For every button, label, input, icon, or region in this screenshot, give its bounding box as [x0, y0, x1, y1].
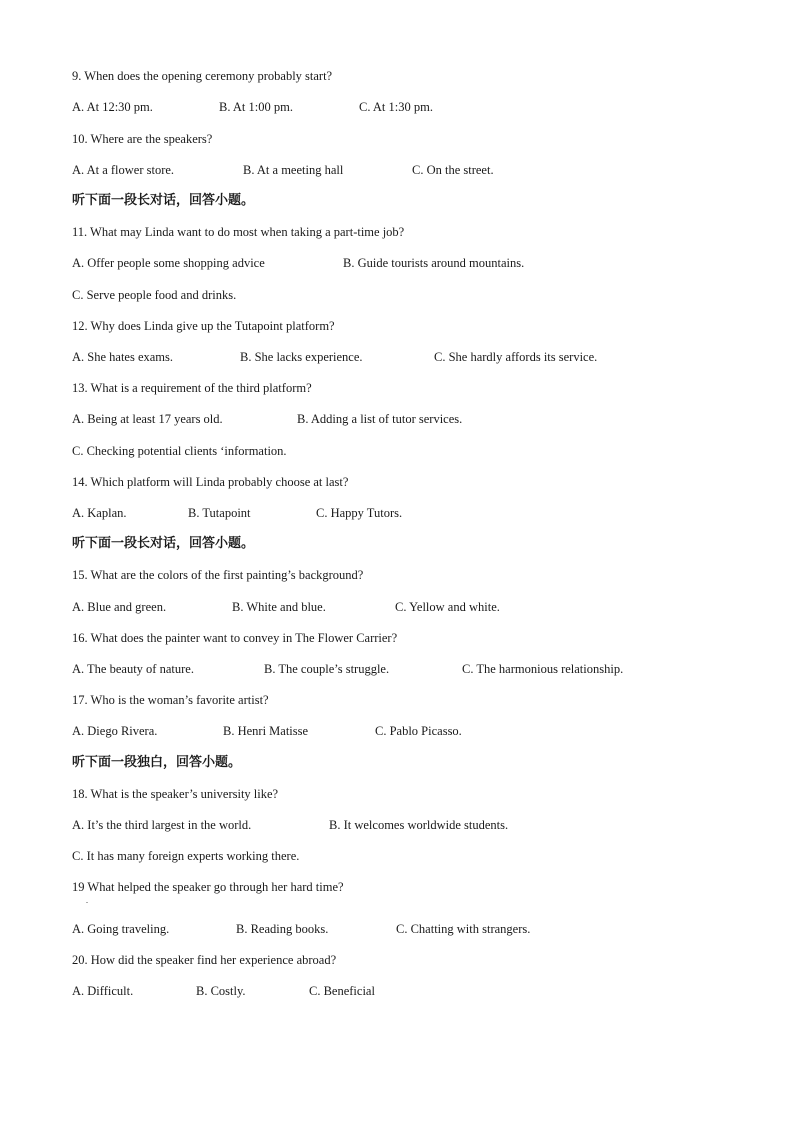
- question-17: 17. Who is the woman’s favorite artist?: [72, 693, 269, 707]
- option-a: A. Difficult.: [72, 984, 134, 998]
- option-b: B. It welcomes worldwide students.: [329, 818, 509, 832]
- option-b: B. At a meeting hall: [243, 163, 344, 177]
- option-a: A. At 12:30 pm.: [72, 100, 153, 114]
- question-20: 20. How did the speaker find her experience abroad?: [72, 953, 337, 967]
- option-a: A. Kaplan.: [72, 506, 127, 520]
- option-b: B. Reading books.: [236, 922, 329, 936]
- stray-dot: .: [86, 896, 88, 905]
- question-19: 19 What helped the speaker go through her hard time?: [72, 880, 344, 894]
- option-c: C. Beneficial: [309, 984, 375, 998]
- question-13-option-c: C. Checking potential clients ‘information.: [72, 444, 287, 458]
- option-b: B. Guide tourists around mountains.: [343, 256, 525, 270]
- option-a: A. She hates exams.: [72, 350, 174, 364]
- option-b: B. Henri Matisse: [223, 724, 309, 738]
- option-a: A. Going traveling.: [72, 922, 170, 936]
- question-9: 9. When does the opening ceremony probably start?: [72, 69, 333, 83]
- option-b: B. Tutapoint: [188, 506, 251, 520]
- section-heading: 听下面一段长对话，回答小题。: [72, 536, 255, 551]
- option-c: C. At 1:30 pm.: [359, 100, 433, 114]
- option-a: A. Offer people some shopping advice: [72, 256, 265, 270]
- option-b: B. At 1:00 pm.: [219, 100, 293, 114]
- question-13: 13. What is a requirement of the third platform?: [72, 381, 312, 395]
- question-12: 12. Why does Linda give up the Tutapoint platform?: [72, 319, 335, 333]
- question-11-option-c: C. Serve people food and drinks.: [72, 288, 237, 302]
- question-15: 15. What are the colors of the first painting’s background?: [72, 568, 364, 582]
- question-18: 18. What is the speaker’s university like?: [72, 787, 279, 801]
- option-b: B. Costly.: [196, 984, 246, 998]
- option-c: C. Happy Tutors.: [316, 506, 403, 520]
- option-c: C. Chatting with strangers.: [396, 922, 531, 936]
- option-c: C. On the street.: [412, 163, 494, 177]
- option-a: A. Blue and green.: [72, 600, 167, 614]
- option-b: B. White and blue.: [232, 600, 326, 614]
- section-heading: 听下面一段长对话，回答小题。: [72, 193, 255, 208]
- section-heading: 听下面一段独白，回答小题。: [72, 755, 242, 770]
- option-a: A. Being at least 17 years old.: [72, 412, 223, 426]
- question-14: 14. Which platform will Linda probably choose at last?: [72, 475, 349, 489]
- option-c: C. The harmonious relationship.: [462, 662, 624, 676]
- option-a: A. At a flower store.: [72, 163, 175, 177]
- option-c: C. She hardly affords its service.: [434, 350, 598, 364]
- option-b: B. Adding a list of tutor services.: [297, 412, 463, 426]
- option-c: C. Pablo Picasso.: [375, 724, 462, 738]
- question-18-option-c: C. It has many foreign experts working there.: [72, 849, 300, 863]
- option-b: B. The couple’s struggle.: [264, 662, 390, 676]
- question-10: 10. Where are the speakers?: [72, 132, 213, 146]
- option-a: A. Diego Rivera.: [72, 724, 158, 738]
- option-a: A. The beauty of nature.: [72, 662, 194, 676]
- option-c: C. Yellow and white.: [395, 600, 500, 614]
- question-16: 16. What does the painter want to convey in The Flower Carrier?: [72, 631, 398, 645]
- option-b: B. She lacks experience.: [240, 350, 363, 364]
- question-11: 11. What may Linda want to do most when taking a part-time job?: [72, 225, 405, 239]
- option-a: A. It’s the third largest in the world.: [72, 818, 252, 832]
